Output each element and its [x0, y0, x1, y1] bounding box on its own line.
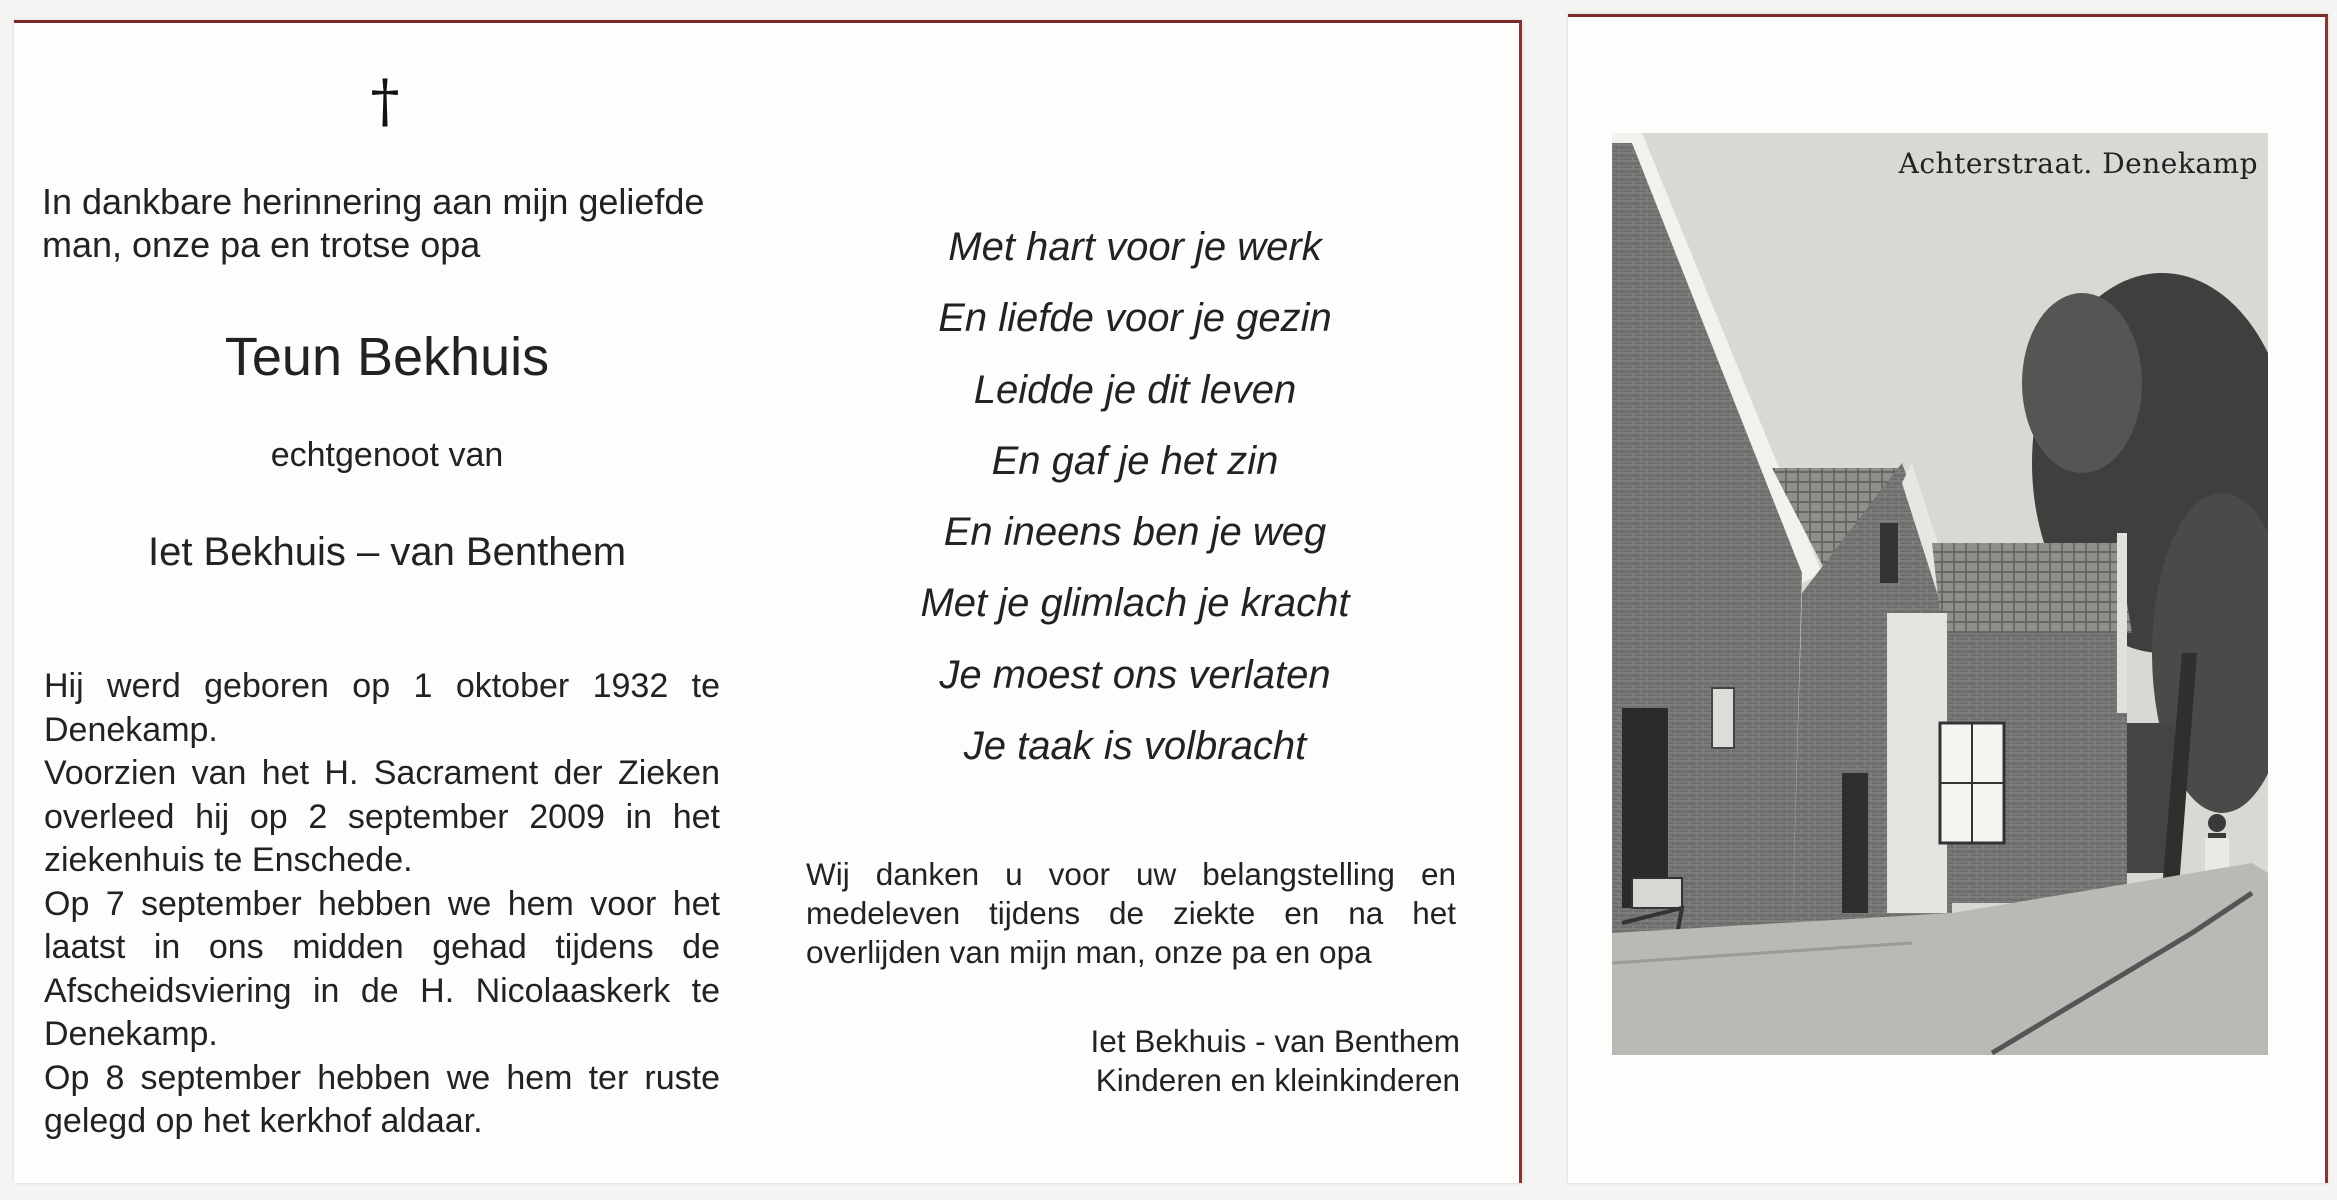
signature-line: Kinderen en kleinkinderen: [1095, 1062, 1460, 1098]
poem-line: En liefde voor je gezin: [938, 296, 1332, 341]
street-photo: [1612, 133, 2268, 1055]
poem-line: En ineens ben je weg: [943, 510, 1327, 555]
bio-paragraph: Voorzien van het H. Sacrament der Zieken overleed hij op 2 september 2009 in het ziekenhuis te Enschede.: [44, 754, 720, 879]
spouse-label: echtgenoot van: [270, 436, 504, 474]
intro-text: In dankbare herinnering aan mijn geliefde man, onze pa en trotse opa: [42, 181, 705, 265]
biography: [44, 665, 720, 1144]
thank-you-text: Wij danken u voor uw belangstelling en medeleven tijdens de ziekte en na het overlijden van mijn man, onze pa en opa: [806, 856, 1456, 970]
street-scene-illustration: [1612, 133, 2268, 1055]
bio-paragraph: Hij werd geboren op 1 oktober 1932 te Denekamp.: [44, 667, 720, 749]
poem-line: Met hart voor je werk: [948, 225, 1322, 269]
spouse-name: Iet Bekhuis – van Benthem: [147, 530, 627, 574]
poem-line: Leidde je dit leven: [973, 367, 1297, 412]
bio-paragraph: Op 8 september hebben we hem ter ruste gelegd op het kerkhof aldaar.: [44, 1058, 720, 1140]
cross-icon: †: [370, 67, 400, 135]
poem-line: Je taak is volbracht: [963, 724, 1307, 769]
deceased-name: Teun Bekhuis: [224, 327, 550, 387]
poem-line: Met je glimlach je kracht: [920, 581, 1350, 626]
signature-line: Iet Bekhuis - van Benthem: [1090, 1023, 1460, 1059]
bio-paragraph: Op 7 september hebben we hem voor het laatst in ons midden gehad tijdens de Afscheidsviering in de H. Nicolaaskerk te Denekamp.: [44, 884, 720, 1053]
photo-caption: Achterstraat. Denekamp: [1898, 147, 2258, 180]
poem-line: Je moest ons verlaten: [939, 652, 1331, 697]
poem: [860, 212, 1410, 782]
poem-line: En gaf je het zin: [991, 438, 1279, 483]
signature: [1040, 1022, 1460, 1100]
